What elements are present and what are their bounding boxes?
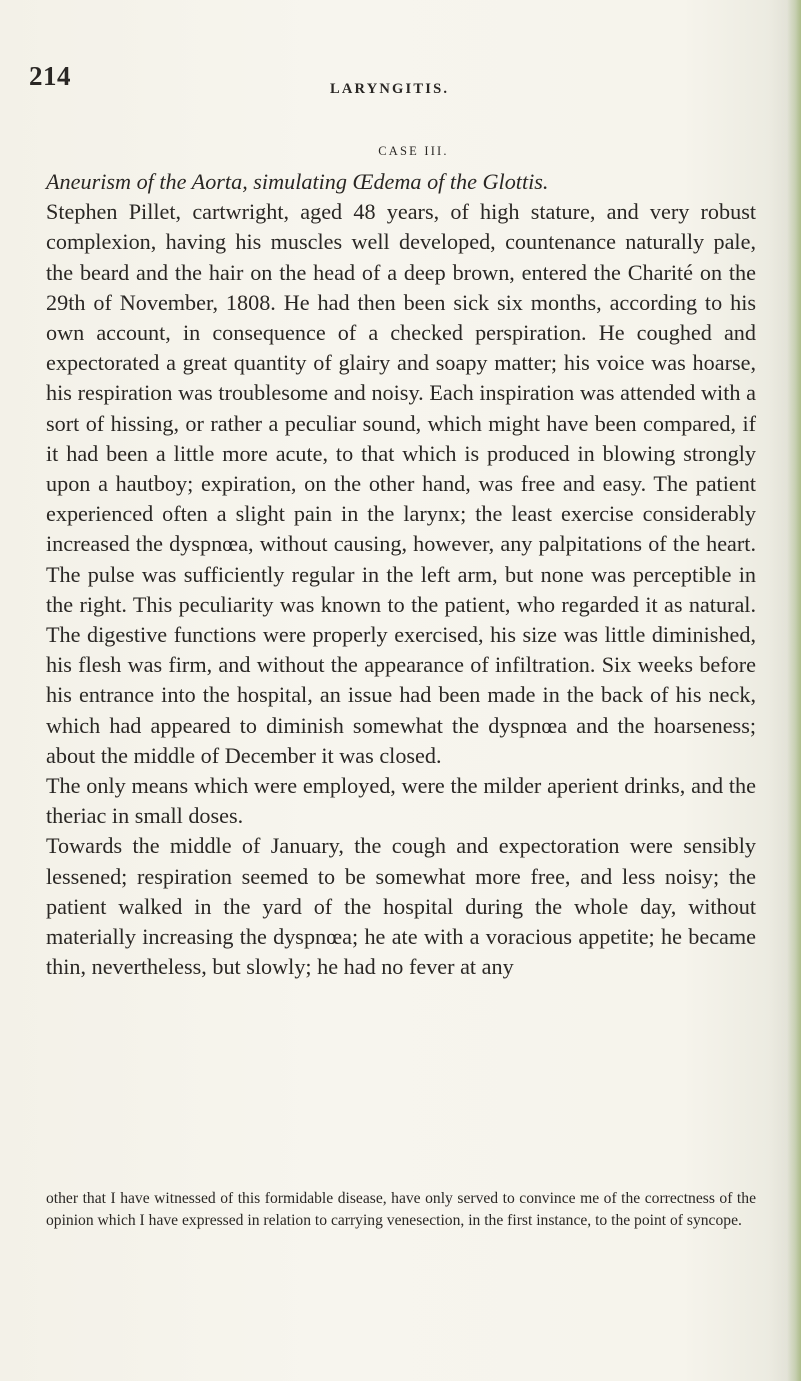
footnote: other that I have witnessed of this formidable disease, have only served to convince me of the correctness of the opinion which I have expressed in relation to carrying venesection, in the first instance, to the point of syncope. xyxy=(46,1190,756,1229)
case-heading: CASE III. xyxy=(378,144,449,158)
paragraph xyxy=(46,831,756,982)
paragraph-text: The only means which were employed, were the milder aperient drinks, and the theriac in small doses. xyxy=(46,773,756,829)
case-body xyxy=(46,167,756,982)
paragraph: Stephen Pillet, cartwright, aged 48 years, of high stature, and very robust complexion, having his muscles well developed, countenance naturally pale, the beard and the hair on the head of a deep brown, entered the Charité on the 29th of November, 1808. He had then been sick six months, according to his own account, in consequence of a checked perspiration. He coughed and expectorated a great quantity of glairy and soapy matter; his voice was hoarse, his respiration was troublesome and noisy. Each inspiration was attended with a sort of hissing, or rather a peculiar sound, which might have been compared, if it had been a little more acute, to that which is produced in blowing strongly upon a hautboy; expiration, on the other hand, was free and easy. The patient experienced often a slight pain in the larynx; the least exercise considerably increased the dyspnœa, without causing, however, any palpitations of the heart. The pulse was sufficiently regular in the left arm, but none was perceptible in the right. This peculiarity was known to the patient, who regarded it as natural. The digestive functions were properly exercised, his size was little diminished, his flesh was firm, and without the appearance of infiltration. Six weeks before his entrance into the hospital, an issue had been made in the back of his neck, which had appeared to diminish somewhat the dyspnœa and the hoarseness; about the middle of December it was closed. xyxy=(46,199,756,768)
running-head: LARYNGITIS. xyxy=(330,81,450,97)
case-title: Aneurism of the Aorta, simulating Œdema of the Glottis. xyxy=(46,169,549,194)
paragraph-text: Towards the middle of January, the cough and expectoration were sensibly lessened; respiration seemed to be somewhat more free, and less noisy; the patient walked in the yard of the hospital during the whole day, without materially increasing the dyspnœa; he ate with a voracious appetite; he became thin, nevertheless, but slowly; he had no fever at any xyxy=(46,833,756,980)
page-edge-shading xyxy=(787,0,801,1381)
page-number: 214 xyxy=(29,61,71,91)
paragraph xyxy=(46,771,756,831)
